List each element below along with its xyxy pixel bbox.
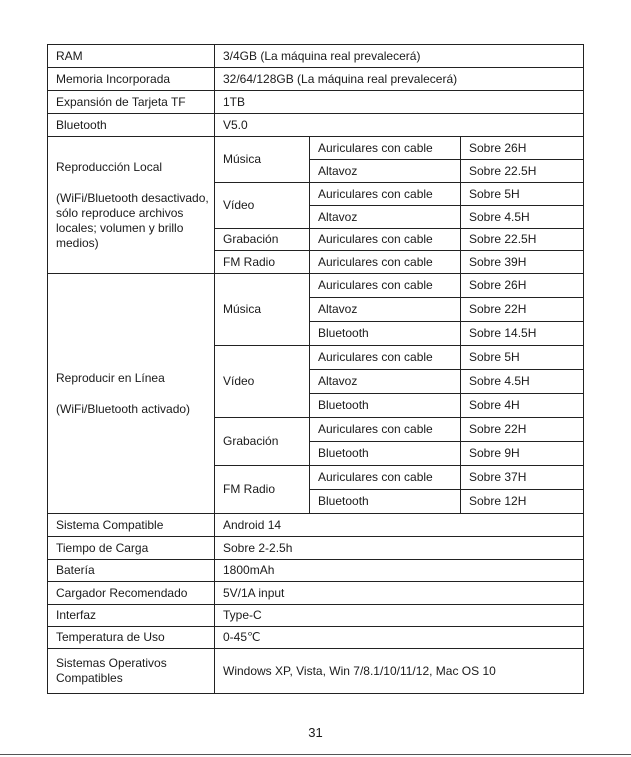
local-music-label: Música: [215, 137, 310, 183]
online-video-time-3: Sobre 4H: [461, 394, 584, 418]
battery-label: Batería: [48, 560, 215, 582]
local-fm-out-1: Auriculares con cable: [310, 251, 461, 274]
system-value: Android 14: [215, 514, 584, 537]
row-temperature: [48, 627, 584, 649]
online-recording-out-1: Auriculares con cable: [310, 418, 461, 442]
memory-value: 32/64/128GB (La máquina real prevalecerá): [215, 68, 584, 91]
local-video-out-2: Altavoz: [310, 206, 461, 229]
local-recording-time-1: Sobre 22.5H: [461, 229, 584, 251]
os-value: Windows XP, Vista, Win 7/8.1/10/11/12, Mac OS 10: [215, 649, 584, 694]
local-recording-label: Grabación: [215, 229, 310, 251]
online-recording-label: Grabación: [215, 418, 310, 466]
online-fm-time-1: Sobre 37H: [461, 466, 584, 490]
online-music-out-1: Auriculares con cable: [310, 274, 461, 298]
memory-label: Memoria Incorporada: [48, 68, 215, 91]
row-local-music-1: [48, 137, 584, 160]
temperature-label: Temperatura de Uso: [48, 627, 215, 649]
row-charger: [48, 582, 584, 605]
local-music-out-2: Altavoz: [310, 160, 461, 183]
charge-time-label: Tiempo de Carga: [48, 537, 215, 560]
row-battery: [48, 560, 584, 582]
interface-value: Type-C: [215, 605, 584, 627]
tf-label: Expansión de Tarjeta TF: [48, 91, 215, 114]
online-playback-note: (WiFi/Bluetooth activado): [56, 401, 191, 416]
online-video-out-3: Bluetooth: [310, 394, 461, 418]
local-fm-time-1: Sobre 39H: [461, 251, 584, 274]
online-fm-out-2: Bluetooth: [310, 490, 461, 514]
ram-label: RAM: [48, 45, 215, 68]
online-music-time-2: Sobre 22H: [461, 298, 584, 322]
local-fm-label: FM Radio: [215, 251, 310, 274]
local-music-time-1: Sobre 26H: [461, 137, 584, 160]
online-fm-time-2: Sobre 12H: [461, 490, 584, 514]
online-recording-time-2: Sobre 9H: [461, 442, 584, 466]
charger-value: 5V/1A input: [215, 582, 584, 605]
local-music-out-1: Auriculares con cable: [310, 137, 461, 160]
charge-time-value: Sobre 2-2.5h: [215, 537, 584, 560]
local-playback-cell: [48, 137, 215, 274]
system-label: Sistema Compatible: [48, 514, 215, 537]
row-tf: [48, 91, 584, 114]
online-fm-label: FM Radio: [215, 466, 310, 514]
online-video-out-1: Auriculares con cable: [310, 346, 461, 370]
spec-table: [47, 44, 584, 694]
online-music-out-2: Altavoz: [310, 298, 461, 322]
online-music-time-1: Sobre 26H: [461, 274, 584, 298]
local-playback-title: Reproducción Local: [56, 159, 163, 174]
page-number: 31: [308, 725, 323, 740]
online-video-label: Vídeo: [215, 346, 310, 418]
interface-label: Interfaz: [48, 605, 215, 627]
row-system: [48, 514, 584, 537]
online-music-out-3: Bluetooth: [310, 322, 461, 346]
charger-label: Cargador Recomendado: [48, 582, 215, 605]
local-recording-out-1: Auriculares con cable: [310, 229, 461, 251]
online-playback-title: Reproducir en Línea: [56, 370, 165, 385]
row-os: [48, 649, 584, 694]
online-music-label: Música: [215, 274, 310, 346]
local-video-label: Vídeo: [215, 183, 310, 229]
online-playback-cell: [48, 274, 215, 514]
online-music-time-3: Sobre 14.5H: [461, 322, 584, 346]
online-video-time-2: Sobre 4.5H: [461, 370, 584, 394]
local-video-time-2: Sobre 4.5H: [461, 206, 584, 229]
row-bluetooth: [48, 114, 584, 137]
online-video-time-1: Sobre 5H: [461, 346, 584, 370]
row-interface: [48, 605, 584, 627]
row-charge-time: [48, 537, 584, 560]
row-memory: [48, 68, 584, 91]
os-label: Sistemas Operativos Compatibles: [48, 649, 215, 694]
online-fm-out-1: Auriculares con cable: [310, 466, 461, 490]
temperature-value: 0-45℃: [215, 627, 584, 649]
local-video-time-1: Sobre 5H: [461, 183, 584, 206]
local-music-time-2: Sobre 22.5H: [461, 160, 584, 183]
battery-value: 1800mAh: [215, 560, 584, 582]
ram-value: 3/4GB (La máquina real prevalecerá): [215, 45, 584, 68]
local-video-out-1: Auriculares con cable: [310, 183, 461, 206]
bottom-rule: [0, 754, 631, 755]
tf-value: 1TB: [215, 91, 584, 114]
row-online-music-1: [48, 274, 584, 298]
online-video-out-2: Altavoz: [310, 370, 461, 394]
bluetooth-value: V5.0: [215, 114, 584, 137]
local-playback-note: (WiFi/Bluetooth desactivado, sólo reproduce archivos locales; volumen y brillo medios): [56, 190, 209, 250]
row-ram: [48, 45, 584, 68]
bluetooth-label: Bluetooth: [48, 114, 215, 137]
online-recording-time-1: Sobre 22H: [461, 418, 584, 442]
online-recording-out-2: Bluetooth: [310, 442, 461, 466]
